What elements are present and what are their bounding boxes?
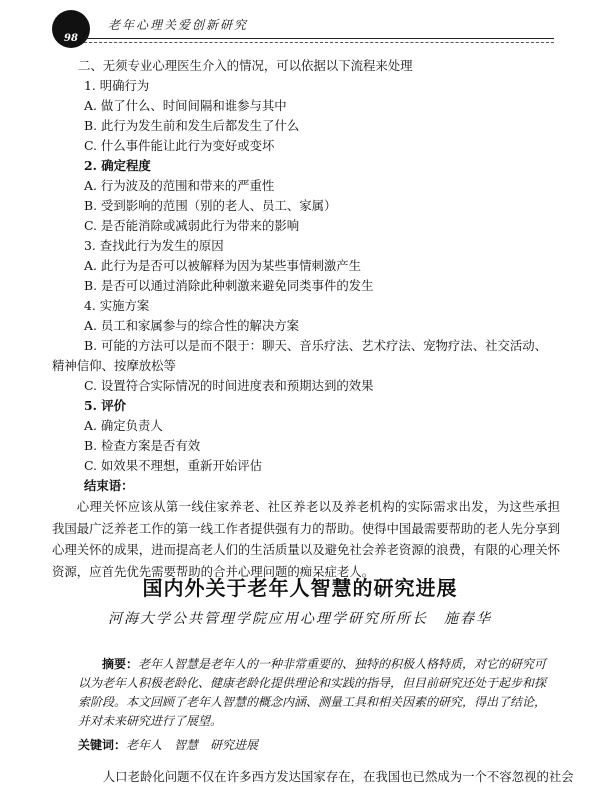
- body-first-line: 人口老龄化问题不仅在许多西方发达国家存在，在我国也已然成为一个不容忽视的社会: [102, 769, 574, 784]
- header-rule: [84, 38, 554, 39]
- list-item: A. 做了什么、时间间隔和谁参与其中: [84, 98, 287, 113]
- list-item: A. 此行为是否可以被解释为因为某些事情刺激产生: [84, 258, 362, 273]
- list-item: A. 行为波及的范围和带来的严重性: [84, 178, 275, 193]
- list-item: 4. 实施方案: [84, 298, 150, 313]
- list-item: B. 此行为发生前和发生后都发生了什么: [84, 118, 300, 133]
- header-rule-dashed: [84, 42, 554, 43]
- section-two-content: [52, 56, 561, 582]
- procedure-list: [78, 76, 556, 336]
- list-item: B. 可能的方法可以是而不限于：聊天、音乐疗法、艺术疗法、宠物疗法、社交活动、: [84, 338, 548, 353]
- list-item: 2. 确定程度: [84, 158, 151, 173]
- section-heading: 二、无须专业心理医生介入的情况，可以依据以下流程来处理: [78, 58, 413, 73]
- list-item: C. 设置符合实际情况的时间进度表和预期达到的效果: [84, 378, 374, 393]
- running-title: 老年心理关爱创新研究: [108, 18, 249, 32]
- list-item: B. 是否可以通过消除此种刺激来避免同类事件的发生: [84, 278, 374, 293]
- list-item: B. 受到影响的范围（别的老人、员工、家属）: [84, 198, 337, 213]
- list-item-continued: 精神信仰、按摩放松等: [52, 358, 176, 373]
- procedure-list-continued: [78, 376, 556, 476]
- keywords-text: 老年人 智慧 研究进展: [126, 738, 259, 752]
- conclusion-label: 结束语：: [84, 478, 134, 493]
- abstract-label: 摘要：: [102, 657, 139, 671]
- page-number: 98: [64, 33, 78, 44]
- keywords: [78, 736, 548, 753]
- list-item: A. 员工和家属参与的综合性的解决方案: [84, 318, 300, 333]
- list-item: C. 什么事件能让此行为变好或变坏: [84, 138, 275, 153]
- conclusion-paragraph: 心理关怀应该从第一线住家养老、社区养老以及养老机构的实际需求出发，为这些承担我国最广泛养老工作的第一线工作者提供强有力的帮助。使得中国最需要帮助的老人先分享到心理关怀的成果，进而提高老人们的生活质量以及避免社会养老资源的浪费，有限的心理关怀资源，应首先优先需要帮助的合并心理问题的痴呆症老人。: [52, 499, 561, 579]
- list-item: A. 确定负责人: [84, 418, 163, 433]
- list-item: C. 如效果不理想，重新开始评估: [84, 458, 262, 473]
- page-header: [0, 0, 600, 56]
- list-item: 1. 明确行为: [84, 78, 150, 93]
- keywords-label: 关键词：: [78, 738, 127, 752]
- list-item: 5. 评价: [84, 398, 127, 413]
- list-item: B. 检查方案是否有效: [84, 438, 201, 453]
- article-title: 国内外关于老年人智慧的研究进展: [142, 576, 458, 600]
- abstract: [78, 655, 548, 731]
- list-item: C. 是否能消除或减弱此行为带来的影响: [84, 218, 300, 233]
- author-affiliation: 河海大学公共管理学院应用心理学研究所所长 施春华: [108, 611, 492, 627]
- abstract-text: 老年人智慧是老年人的一种非常重要的、独特的积极人格特质，对它的研究可以为老年人积极老龄化、健康老龄化提供理论和实践的指导，但目前研究还处于起步和探索阶段。本文回顾了老年人智慧的概念内涵、测量工具和相关因素的研究，得出了结论，并对未来研究进行了展望。: [78, 657, 547, 728]
- body-text-start: [78, 767, 574, 785]
- list-item: 3. 查找此行为发生的原因: [84, 238, 224, 253]
